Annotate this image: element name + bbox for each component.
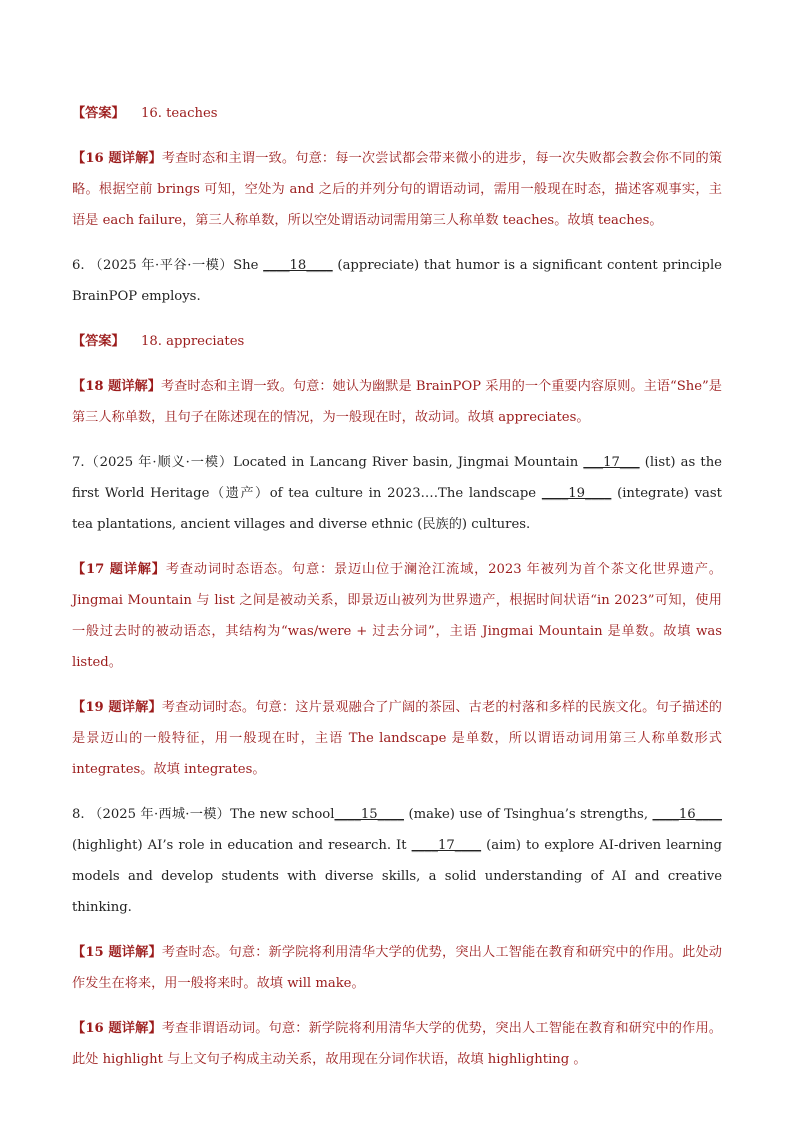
answer-block-16 bbox=[72, 98, 722, 129]
detail-tag: 【19 题详解】 bbox=[72, 700, 162, 715]
question-text: 6. （2025 年·平谷·一模）She bbox=[72, 258, 264, 273]
detail-tag: 【15 题详解】 bbox=[72, 945, 162, 960]
question-7 bbox=[72, 447, 722, 540]
question-6 bbox=[72, 250, 722, 312]
detail-text: 考查非谓语动词。句意：新学院将利用清华大学的优势，突出人工智能在教育和研究中的作用。此处 highlight 与上文句子构成主动关系，故用现在分词作状语，故填 highlighting 。 bbox=[72, 1021, 722, 1067]
detail-block-17 bbox=[72, 554, 722, 678]
question-text: (list) as the first World Heritage（遗产）of tea culture in 2023.…The landscape bbox=[72, 455, 722, 501]
question-8 bbox=[72, 799, 722, 923]
detail-block-16b bbox=[72, 1013, 722, 1075]
detail-text: 考查时态和主谓一致。句意：每一次尝试都会带来微小的进步，每一次失败都会教会你不同的策略。根据空前 brings 可知，空处为 and 之后的并列分句的谓语动词，需用一般现在时态，描述客观事实，主语是 each failure，第三人称单数，所以空处谓语动词需用第三人称单数 teaches。故填 teaches。 bbox=[72, 151, 722, 228]
detail-tag: 【17 题详解】 bbox=[72, 562, 166, 577]
question-text: (make) use of Tsinghua’s strengths, bbox=[403, 807, 653, 822]
question-text: 8. （2025 年·西城·一模）The new school bbox=[72, 807, 335, 822]
blank-16: ____16____ bbox=[652, 807, 723, 822]
answer-text: 16. teaches bbox=[140, 106, 218, 121]
detail-block-19 bbox=[72, 692, 722, 785]
question-text: (appreciate) that humor is a significant content principle BrainPOP employs. bbox=[72, 258, 722, 304]
blank-17: ___17___ bbox=[583, 455, 640, 470]
detail-block-18 bbox=[72, 371, 722, 433]
detail-text: 考查动词时态。句意：这片景观融合了广阔的茶园、古老的村落和多样的民族文化。句子描述的是景迈山的一般特征，用一般现在时，主语 The landscape 是单数，所以谓语动词用第三人称单数形式 integrates。故填 integrates。 bbox=[72, 700, 722, 777]
question-text: (integrate) vast tea plantations, ancient villages and diverse ethnic (民族的) cultures. bbox=[72, 486, 722, 532]
blank-18: ____18____ bbox=[263, 258, 333, 273]
answer-block-18 bbox=[72, 326, 722, 357]
detail-block-15 bbox=[72, 937, 722, 999]
detail-block-16 bbox=[72, 143, 722, 236]
detail-text: 考查动词时态语态。句意：景迈山位于澜沧江流域，2023 年被列为首个茶文化世界遗产。Jingmai Mountain 与 list 之间是被动关系，即景迈山被列为世界遗产，根据时间状语“in 2023”可知，使用一般过去时的被动语态，其结构为“was/were + 过去分词”，主语 Jingmai Mountain 是单数。故填 was listed。 bbox=[72, 562, 722, 670]
blank-15: ____15____ bbox=[334, 807, 404, 822]
detail-tag: 【16 题详解】 bbox=[72, 1021, 162, 1036]
document-page bbox=[72, 98, 722, 1089]
detail-text: 考查时态。句意：新学院将利用清华大学的优势，突出人工智能在教育和研究中的作用。此处动作发生在将来，用一般将来时。故填 will make。 bbox=[72, 945, 722, 991]
blank-19: ____19____ bbox=[541, 486, 612, 501]
answer-tag: 【答案】 bbox=[72, 106, 125, 121]
question-text: (highlight) AI’s role in education and research. It bbox=[72, 838, 412, 853]
blank-17b: ____17____ bbox=[411, 838, 482, 853]
detail-tag: 【18 题详解】 bbox=[72, 379, 161, 394]
detail-tag: 【16 题详解】 bbox=[72, 151, 162, 166]
answer-text: 18. appreciates bbox=[140, 334, 245, 349]
question-text: (aim) to explore AI-driven learning models and develop students with diverse skills, a solid understanding of AI and creative thinking. bbox=[72, 838, 722, 915]
answer-tag: 【答案】 bbox=[72, 334, 125, 349]
question-text: 7.（2025 年·顺义·一模）Located in Lancang River basin, Jingmai Mountain bbox=[72, 455, 584, 470]
detail-text: 考查时态和主谓一致。句意：她认为幽默是 BrainPOP 采用的一个重要内容原则。主语“She”是第三人称单数，且句子在陈述现在的情况，为一般现在时，故动词。故填 appreciates。 bbox=[72, 379, 722, 425]
